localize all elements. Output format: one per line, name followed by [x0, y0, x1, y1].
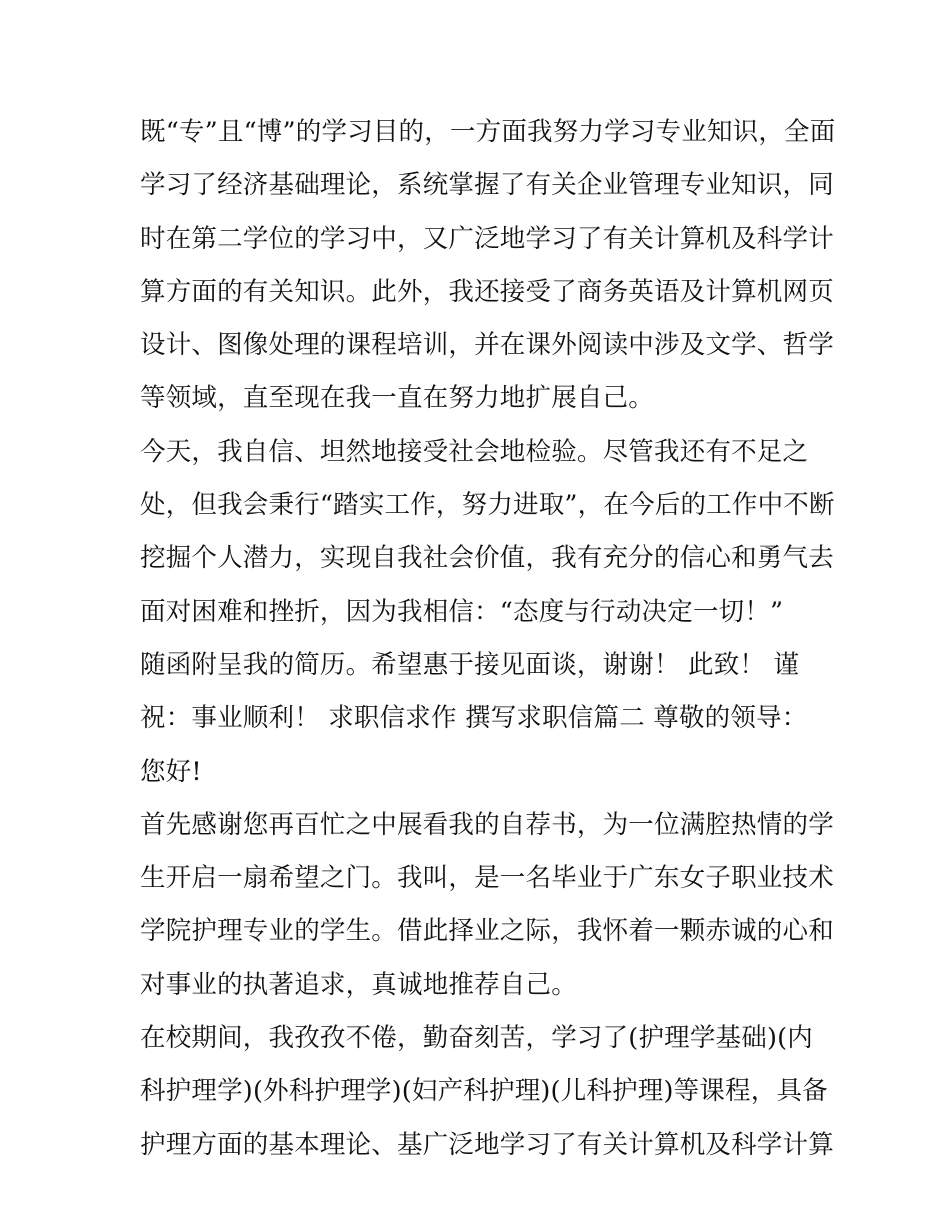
text-line: 等领域，直至现在我一直在努力地扩展自己。: [140, 383, 655, 414]
text-line: 学习了经济基础理论，系统掌握了有关企业管理专业知识，同: [140, 170, 834, 201]
text-line: 随函附呈我的简历。希望惠于接见面谈，谢谢！ 此致！ 谨: [140, 649, 800, 680]
text-line: 生开启一扇希望之门。我叫，是一名毕业于广东女子职业技术: [140, 863, 834, 894]
text-line: 面对困难和挫折，因为我相信：“态度与行动决定一切！”: [140, 596, 784, 627]
text-line: 设计、图像处理的课程培训，并在课外阅读中涉及文学、哲学: [140, 330, 834, 361]
text-line: 挖掘个人潜力，实现自我社会价值，我有充分的信心和勇气去: [140, 543, 834, 574]
text-line: 首先感谢您再百忙之中展看我的自荐书，为一位满腔热情的学: [140, 809, 834, 840]
text-line: 护理方面的基本理论、基广泛地学习了有关计算机及科学计算: [140, 1129, 834, 1160]
text-line: 您好!: [140, 756, 202, 787]
text-line: 对事业的执著追求，真诚地推荐自己。: [140, 969, 577, 1000]
text-line: 算方面的有关知识。此外，我还接受了商务英语及计算机网页: [140, 276, 834, 307]
text-line: 时在第二学位的学习中，又广泛地学习了有关计算机及科学计: [140, 223, 834, 254]
body-text: [140, 106, 836, 1172]
text-line: 科护理学)(外科护理学)(妇产科护理)(儿科护理)等课程，具备: [140, 1076, 828, 1107]
text-line: 处，但我会秉行“踏实工作，努力进取”，在今后的工作中不断: [140, 490, 835, 521]
text-line: 既“专”且“博”的学习目的，一方面我努力学习专业知识，全面: [140, 117, 836, 147]
text-line: 学院护理专业的学生。借此择业之际，我怀着一颗赤诚的心和: [140, 916, 834, 947]
text-line: 在校期间，我孜孜不倦，勤奋刻苦，学习了(护理学基础)(内: [140, 1023, 813, 1054]
text-line: 今天，我自信、坦然地接受社会地检验。尽管我还有不足之: [140, 436, 809, 467]
text-line: 祝：事业顺利！ 求职信求作 撰写求职信篇二 尊敬的领导：: [140, 703, 808, 734]
